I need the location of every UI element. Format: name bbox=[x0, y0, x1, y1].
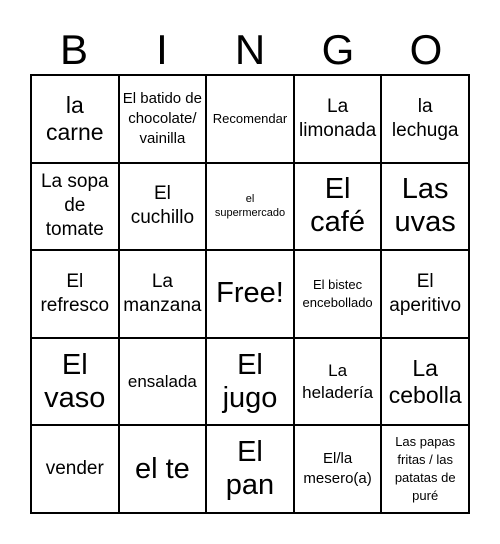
cell-text: Las uvas bbox=[394, 173, 456, 239]
cell-text: El refresco bbox=[40, 270, 110, 316]
bingo-grid bbox=[30, 74, 470, 514]
cell-text: Free! bbox=[216, 277, 284, 310]
bingo-cell bbox=[295, 339, 383, 427]
cell-text: El pan bbox=[225, 436, 275, 502]
header-letter-o: O bbox=[409, 26, 443, 73]
cell-text: El bistec encebollado bbox=[302, 276, 373, 310]
bingo-header bbox=[30, 26, 470, 74]
bingo-cell bbox=[295, 76, 383, 164]
bingo-cell bbox=[120, 76, 208, 164]
bingo-cell bbox=[120, 164, 208, 252]
bingo-cell bbox=[32, 426, 120, 514]
header-letter-g: G bbox=[321, 26, 355, 73]
header-letter-n: N bbox=[234, 26, 266, 73]
cell-text: El jugo bbox=[222, 348, 278, 414]
cell-text: La manzana bbox=[123, 270, 202, 316]
bingo-cell bbox=[120, 426, 208, 514]
cell-text: el supermercado bbox=[214, 193, 286, 220]
cell-text: La heladería bbox=[302, 360, 374, 402]
bingo-cell bbox=[32, 76, 120, 164]
bingo-cell bbox=[207, 76, 295, 164]
cell-text: El vaso bbox=[44, 348, 106, 414]
cell-text: el te bbox=[134, 452, 190, 485]
header-letter-b: B bbox=[59, 26, 88, 73]
cell-text: la lechuga bbox=[391, 95, 459, 141]
bingo-cell bbox=[382, 251, 470, 339]
bingo-cell bbox=[295, 164, 383, 252]
cell-text: vender bbox=[45, 458, 104, 480]
cell-text: La cebolla bbox=[388, 354, 462, 408]
bingo-cell bbox=[32, 164, 120, 252]
cell-text: El batido de chocolate/ vainilla bbox=[122, 89, 202, 147]
cell-text: La sopa de tomate bbox=[40, 171, 109, 241]
cell-text: El cuchillo bbox=[130, 183, 195, 229]
cell-text: La limonada bbox=[299, 95, 377, 141]
free-space-cell bbox=[207, 251, 295, 339]
bingo-cell bbox=[382, 339, 470, 427]
bingo-cell bbox=[32, 339, 120, 427]
cell-text: El café bbox=[310, 173, 365, 239]
cell-text: Las papas fritas / las patatas de puré bbox=[394, 434, 456, 504]
bingo-cell bbox=[207, 426, 295, 514]
header-letter-i: I bbox=[156, 26, 168, 73]
bingo-cell bbox=[32, 251, 120, 339]
cell-text: Recomendar bbox=[212, 110, 288, 126]
cell-text: la carne bbox=[46, 91, 104, 145]
bingo-cell bbox=[382, 76, 470, 164]
bingo-cell bbox=[382, 426, 470, 514]
bingo-cell bbox=[207, 339, 295, 427]
bingo-cell bbox=[295, 426, 383, 514]
bingo-cell bbox=[207, 164, 295, 252]
cell-text: El aperitivo bbox=[389, 270, 462, 316]
cell-text: El/la mesero(a) bbox=[303, 450, 372, 488]
bingo-cell bbox=[382, 164, 470, 252]
bingo-cell bbox=[120, 251, 208, 339]
bingo-cell bbox=[295, 251, 383, 339]
bingo-cell bbox=[120, 339, 208, 427]
cell-text: ensalada bbox=[127, 371, 197, 391]
